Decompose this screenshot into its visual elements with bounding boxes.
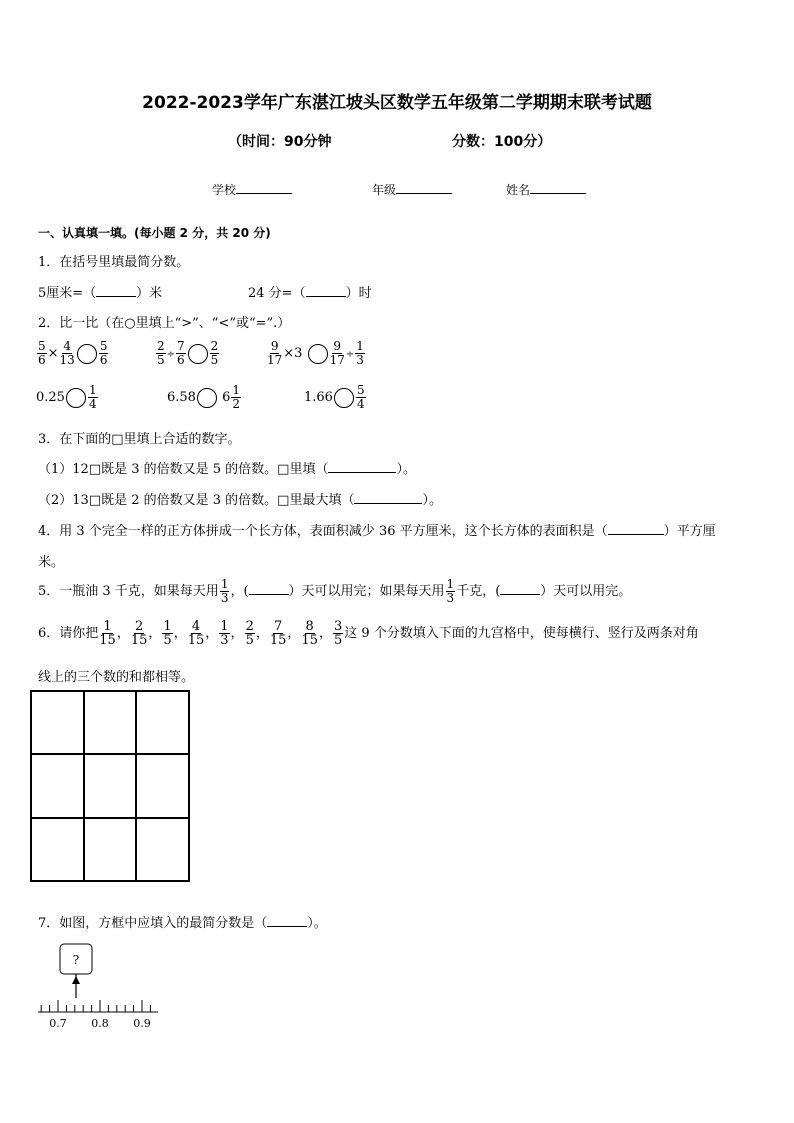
fraction: $\frac{9}{17}$ <box>329 339 345 367</box>
separator: ， <box>173 626 187 641</box>
separator: ， <box>318 626 332 641</box>
grid-cell[interactable] <box>84 818 137 881</box>
grid-cell[interactable] <box>136 691 189 754</box>
decimal: 6.58 <box>167 390 196 405</box>
question-4 <box>38 520 716 539</box>
tick-marks <box>41 1000 150 1012</box>
question-4-line2: 米。 <box>38 555 65 570</box>
grid-cell[interactable] <box>31 691 84 754</box>
fraction: $\frac{5}{6}$ <box>99 339 108 367</box>
decimal: 1.66 <box>304 390 333 405</box>
whole-number: 6 <box>222 390 231 405</box>
tick-label: 0.7 <box>49 1017 67 1030</box>
q1a-text-right: ）米 <box>136 286 163 301</box>
q5-answer-blank-2[interactable] <box>500 583 540 595</box>
grid-cell[interactable] <box>31 818 84 881</box>
question-1a <box>38 282 162 301</box>
q6-fraction-list <box>98 619 344 648</box>
question-5 <box>38 578 631 605</box>
q6-tail: 这 9 个分数填入下面的九宫格中，使每横行、竖行及两条对角 <box>344 626 699 641</box>
page-title: 2022-2023学年广东湛江坡头区数学五年级第二学期期末联考试题 <box>142 93 652 113</box>
nine-square-grid <box>30 690 190 882</box>
exam-score: 分数：100分） <box>452 134 552 150</box>
school-field[interactable] <box>212 181 292 198</box>
fraction: $\frac{2}{5}$ <box>210 339 219 367</box>
q3p1-text-left: （1）12□既是 3 的倍数又是 5 的倍数。□里填（ <box>38 462 329 477</box>
q6-lead: 6．请你把 <box>38 626 99 641</box>
operator: × <box>47 346 59 361</box>
q4-text-right: ）平方厘 <box>663 524 716 539</box>
grade-blank[interactable] <box>396 182 452 194</box>
question-3-part2 <box>38 489 442 508</box>
question-2-prompt: 2．比一比（在○里填上“>”、“<”或“=”.） <box>38 316 291 331</box>
q1b-answer-blank[interactable] <box>306 285 346 297</box>
q5-text: ）天可以用完；如果每天用 <box>288 584 445 599</box>
compare-circle[interactable] <box>66 388 86 408</box>
grade-label: 年级 <box>372 183 397 197</box>
q6-fraction: $\frac{8}{15}$ <box>301 619 318 648</box>
grid-cell[interactable] <box>31 754 84 817</box>
question-mark: ? <box>72 953 80 967</box>
name-blank[interactable] <box>530 182 586 194</box>
q6-fraction: $\frac{1}{3}$ <box>220 619 229 648</box>
question-1-prompt: 1．在括号里填最简分数。 <box>38 255 190 270</box>
operator: ÷ <box>166 349 176 360</box>
q6-fraction: $\frac{3}{5}$ <box>333 619 343 648</box>
q2-compare-5 <box>167 384 242 411</box>
q6-fraction: $\frac{1}{15}$ <box>99 619 116 648</box>
separator: ， <box>116 626 130 641</box>
q1b-text-left: 24 分=（ <box>248 286 306 301</box>
q7-text-right: ）。 <box>307 916 327 931</box>
question-1b <box>248 282 372 301</box>
q1b-text-right: ）时 <box>345 286 372 301</box>
tick-label: 0.8 <box>91 1017 109 1030</box>
operator: ×3 <box>283 346 303 361</box>
compare-circle[interactable] <box>334 388 354 408</box>
school-blank[interactable] <box>236 182 292 194</box>
fraction: $\frac{1}{3}$ <box>220 577 229 605</box>
separator: ， <box>148 626 162 641</box>
q3p2-text-right: ）。 <box>422 493 442 508</box>
exam-time: （时间：90分钟 <box>228 134 332 150</box>
q2-compare-4 <box>36 384 99 411</box>
grid-cell[interactable] <box>84 754 137 817</box>
fraction: $\frac{7}{6}$ <box>177 339 185 367</box>
grid-cell[interactable] <box>136 818 189 881</box>
q6-fraction: $\frac{4}{15}$ <box>187 619 205 648</box>
compare-circle[interactable] <box>197 388 217 408</box>
fraction: $\frac{4}{13}$ <box>59 339 75 367</box>
q3p1-answer-blank[interactable] <box>328 461 396 473</box>
fraction: $\frac{2}{5}$ <box>157 339 165 367</box>
question-6-line2: 线上的三个数的和都相等。 <box>38 670 195 685</box>
q5-text: 千克，( <box>456 584 501 599</box>
number-line-figure <box>30 942 170 1034</box>
operator: ÷ <box>345 349 355 360</box>
fraction: $\frac{5}{4}$ <box>356 383 365 411</box>
q5-answer-blank-1[interactable] <box>249 583 289 595</box>
q5-text: 5．一瓶油 3 千克，如果每天用 <box>38 584 219 599</box>
q5-text: ，( <box>230 584 249 599</box>
question-7 <box>38 912 327 931</box>
q6-fraction: $\frac{1}{5}$ <box>163 619 172 648</box>
q1a-answer-blank[interactable] <box>96 285 136 297</box>
q2-compare-6 <box>304 384 367 411</box>
grid-cell[interactable] <box>84 691 137 754</box>
question-6 <box>38 620 699 647</box>
name-label: 姓名 <box>506 183 531 197</box>
q3p1-text-right: ）。 <box>396 462 416 477</box>
fraction: $\frac{1}{4}$ <box>88 383 97 411</box>
question-3-prompt: 3．在下面的□里填上合适的数字。 <box>38 432 241 447</box>
q7-answer-blank[interactable] <box>267 915 307 927</box>
q4-text-left: 4．用 3 个完全一样的正方体拼成一个长方体，表面积减少 36 平方厘米，这个长方体的表面积是（ <box>38 524 608 539</box>
fraction: $\frac{1}{3}$ <box>446 577 455 605</box>
question-3-part1 <box>38 458 416 477</box>
q1a-text-left: 5厘米=（ <box>38 286 97 301</box>
separator: ， <box>255 626 269 641</box>
section-heading: 一、认真填一填。(每小题 2 分，共 20 分) <box>38 226 271 240</box>
q2-compare-1 <box>36 340 109 367</box>
q6-fraction: $\frac{7}{15}$ <box>269 619 287 648</box>
q6-fraction: $\frac{2}{5}$ <box>245 619 254 648</box>
separator: ， <box>230 626 244 641</box>
compare-circle[interactable] <box>77 344 97 364</box>
name-field[interactable] <box>506 181 586 198</box>
q2-compare-3 <box>266 340 366 367</box>
fraction: $\frac{5}{6}$ <box>38 339 46 367</box>
separator: ， <box>205 626 219 641</box>
arrow-head-icon <box>72 976 80 984</box>
decimal: 0.25 <box>36 390 65 405</box>
q5-text: ）天可以用完。 <box>540 584 632 599</box>
grid-cell[interactable] <box>136 754 189 817</box>
fraction: $\frac{1}{2}$ <box>232 383 241 411</box>
grade-field[interactable] <box>372 181 452 198</box>
school-label: 学校 <box>212 183 237 197</box>
fraction: $\frac{9}{17}$ <box>267 339 283 367</box>
tick-label: 0.9 <box>133 1017 151 1030</box>
compare-circle[interactable] <box>188 344 208 364</box>
compare-circle[interactable] <box>308 344 328 364</box>
separator: ， <box>287 626 301 641</box>
fraction: $\frac{1}{3}$ <box>356 339 364 367</box>
q4-answer-blank[interactable] <box>608 523 664 535</box>
q6-fraction: $\frac{2}{15}$ <box>130 619 148 648</box>
q2-compare-2 <box>155 340 220 367</box>
q7-text-left: 7．如图，方框中应填入的最简分数是（ <box>38 916 268 931</box>
q3p2-text-left: （2）13□既是 2 的倍数又是 3 的倍数。□里最大填（ <box>38 493 355 508</box>
q3p2-answer-blank[interactable] <box>354 492 422 504</box>
